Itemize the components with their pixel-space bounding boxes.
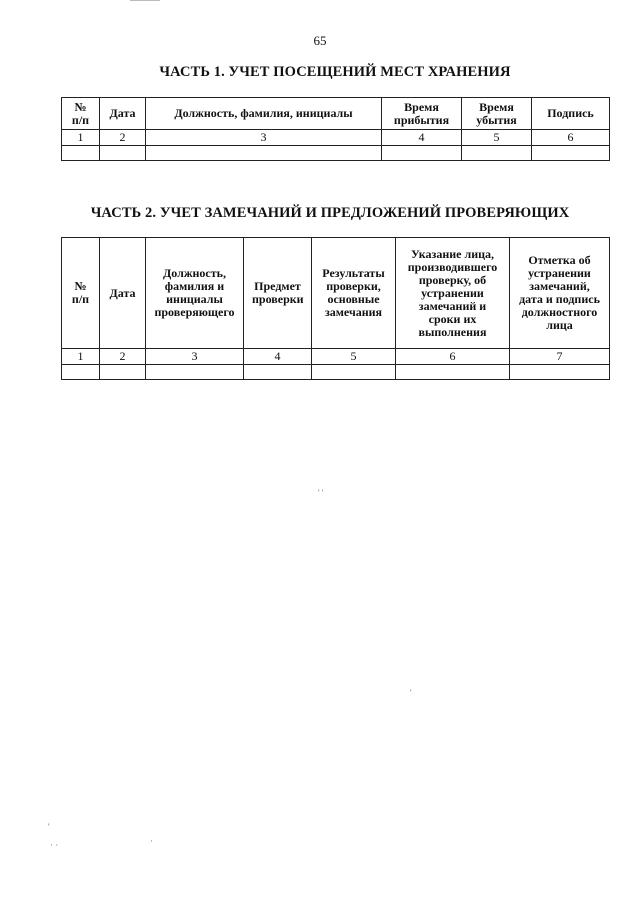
column-number: 5 [312, 349, 396, 365]
empty-cell [396, 365, 510, 380]
visits-table [61, 97, 610, 161]
header-departure-time: Время убытия [462, 98, 532, 130]
header-position-name: Должность, фамилия, инициалы [146, 98, 382, 130]
empty-cell [146, 146, 382, 161]
header-inspector-instructions: Указание лица, производившего проверку, об устранении замечаний и сроки их выполнения [396, 238, 510, 349]
column-number: 2 [100, 349, 146, 365]
column-number: 6 [396, 349, 510, 365]
table-header-row [62, 98, 610, 130]
column-number: 1 [62, 130, 100, 146]
column-number: 2 [100, 130, 146, 146]
header-inspection-subject: Предмет проверки [244, 238, 312, 349]
header-elimination-mark: Отметка об устранении замечаний, дата и подпись должностного лица [510, 238, 610, 349]
part1-title: ЧАСТЬ 1. УЧЕТ ПОСЕЩЕНИЙ МЕСТ ХРАНЕНИЯ [159, 64, 511, 80]
scan-speck: · · [50, 840, 59, 850]
column-number: 3 [146, 349, 244, 365]
scan-speck: ' ' [318, 488, 324, 498]
empty-cell [100, 365, 146, 380]
empty-cell [382, 146, 462, 161]
empty-cell [62, 146, 100, 161]
table-header-row [62, 238, 610, 349]
column-number: 3 [146, 130, 382, 146]
header-inspection-results: Результаты проверки, основные замечания [312, 238, 396, 349]
empty-cell [462, 146, 532, 161]
header-signature: Подпись [532, 98, 610, 130]
header-date: Дата [100, 98, 146, 130]
column-number: 1 [62, 349, 100, 365]
column-number-row [62, 130, 610, 146]
header-number: № п/п [62, 238, 100, 349]
scan-speck: ' [410, 688, 412, 698]
part2-title: ЧАСТЬ 2. УЧЕТ ЗАМЕЧАНИЙ И ПРЕДЛОЖЕНИЙ ПРОВЕРЯЮЩИХ [90, 205, 570, 221]
empty-cell [146, 365, 244, 380]
scan-top-line [130, 0, 160, 1]
column-number: 5 [462, 130, 532, 146]
header-inspector: Должность, фамилия и инициалы проверяющего [146, 238, 244, 349]
empty-cell [244, 365, 312, 380]
empty-cell [62, 365, 100, 380]
header-number: № п/п [62, 98, 100, 130]
page-number: 65 [313, 33, 327, 48]
scan-speck: · [150, 836, 153, 846]
column-number: 6 [532, 130, 610, 146]
column-number-row [62, 349, 610, 365]
header-arrival-time: Время прибытия [382, 98, 462, 130]
empty-cell [312, 365, 396, 380]
empty-row [62, 146, 610, 161]
empty-cell [100, 146, 146, 161]
remarks-table [61, 237, 610, 380]
empty-cell [510, 365, 610, 380]
scan-speck: ' [48, 822, 50, 832]
header-date: Дата [100, 238, 146, 349]
column-number: 4 [382, 130, 462, 146]
empty-cell [532, 146, 610, 161]
column-number: 7 [510, 349, 610, 365]
empty-row [62, 365, 610, 380]
column-number: 4 [244, 349, 312, 365]
